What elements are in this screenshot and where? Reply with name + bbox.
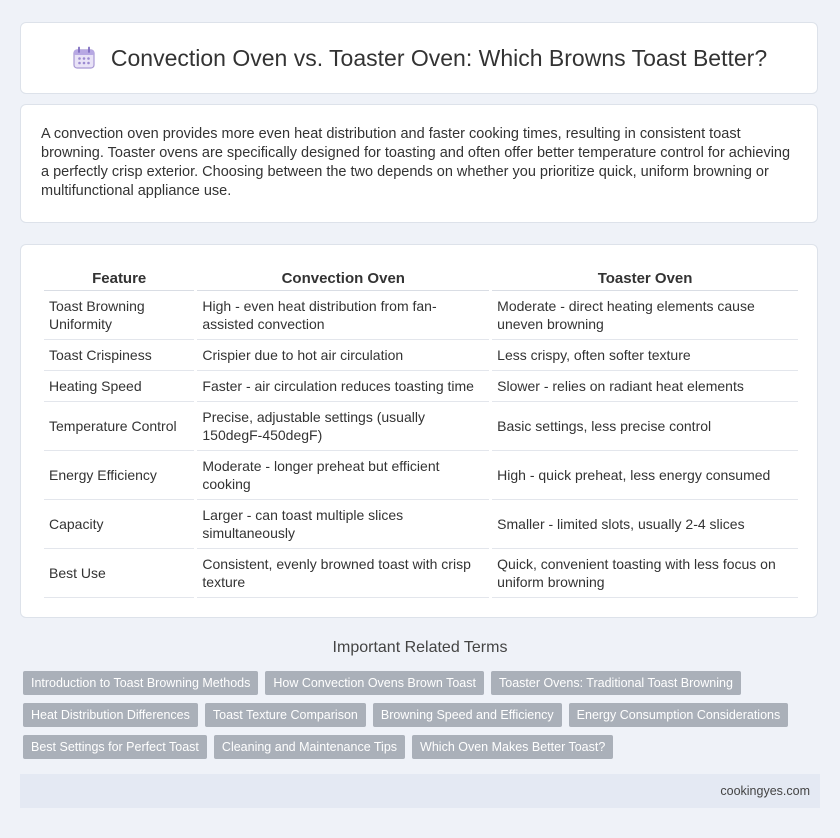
intro-paragraph: A convection oven provides more even heat distribution and faster cooking times, resulting in consistent toast browning. Toaster ovens are specifically designed for toasting and often offer better temperature control for achieving a perfectly crisp exterior. Choosing between the two depends on whether you prioritize quick, uniform browning or multifunctional appliance use. (41, 126, 791, 199)
footer-site-link[interactable]: cookingyes.com (720, 784, 810, 798)
tag-row (23, 735, 823, 759)
table-cell-convection: Faster - air circulation reduces toasting time (197, 371, 489, 402)
table-cell-toaster: Smaller - limited slots, usually 2-4 slices (492, 500, 798, 549)
calendar-icon (71, 45, 97, 71)
table-cell-feature: Best Use (44, 549, 194, 598)
table-row (44, 549, 798, 598)
column-header-toaster-oven: Toaster Oven (492, 265, 798, 291)
table-cell-toaster: Basic settings, less precise control (492, 402, 798, 451)
related-term-tag[interactable]: Heat Distribution Differences (23, 703, 198, 727)
related-term-tag[interactable]: Energy Consumption Considerations (569, 703, 789, 727)
related-term-tag[interactable]: Best Settings for Perfect Toast (23, 735, 207, 759)
intro-card (20, 104, 818, 223)
table-header-row (44, 265, 798, 291)
related-term-tag[interactable]: Which Oven Makes Better Toast? (412, 735, 613, 759)
comparison-table-card (20, 244, 818, 618)
table-cell-feature: Toast Browning Uniformity (44, 291, 194, 340)
related-term-tag[interactable]: How Convection Ovens Brown Toast (265, 671, 484, 695)
related-term-tag[interactable]: Cleaning and Maintenance Tips (214, 735, 405, 759)
table-cell-feature: Heating Speed (44, 371, 194, 402)
table-cell-toaster: Quick, convenient toasting with less focus on uniform browning (492, 549, 798, 598)
related-term-tag[interactable]: Toaster Ovens: Traditional Toast Browning (491, 671, 741, 695)
related-term-tag[interactable]: Introduction to Toast Browning Methods (23, 671, 258, 695)
table-cell-toaster: High - quick preheat, less energy consumed (492, 451, 798, 500)
table-cell-toaster: Slower - relies on radiant heat elements (492, 371, 798, 402)
comparison-table (41, 265, 801, 598)
table-cell-convection: Consistent, evenly browned toast with crisp texture (197, 549, 489, 598)
related-term-tag[interactable]: Toast Texture Comparison (205, 703, 366, 727)
table-cell-toaster: Less crispy, often softer texture (492, 340, 798, 371)
table-cell-convection: Precise, adjustable settings (usually 150degF-450degF) (197, 402, 489, 451)
column-header-feature: Feature (44, 265, 194, 291)
column-header-convection-oven: Convection Oven (197, 265, 489, 291)
footer (20, 774, 820, 808)
table-cell-toaster: Moderate - direct heating elements cause uneven browning (492, 291, 798, 340)
tag-row (23, 703, 823, 727)
table-cell-convection: Larger - can toast multiple slices simultaneously (197, 500, 489, 549)
table-row (44, 291, 798, 340)
table-row (44, 371, 798, 402)
table-cell-feature: Toast Crispiness (44, 340, 194, 371)
table-row (44, 500, 798, 549)
related-term-tag[interactable]: Browning Speed and Efficiency (373, 703, 562, 727)
table-row (44, 340, 798, 371)
table-cell-feature: Temperature Control (44, 402, 194, 451)
table-row (44, 402, 798, 451)
table-cell-convection: Moderate - longer preheat but efficient cooking (197, 451, 489, 500)
table-row (44, 451, 798, 500)
page-title: Convection Oven vs. Toaster Oven: Which Browns Toast Better? (110, 44, 768, 71)
table-cell-feature: Energy Efficiency (44, 451, 194, 500)
title-wrap (71, 45, 767, 72)
related-terms-heading: Important Related Terms (332, 639, 508, 656)
header-card (20, 22, 818, 94)
table-cell-feature: Capacity (44, 500, 194, 549)
related-terms-tags (23, 671, 823, 767)
table-cell-convection: High - even heat distribution from fan-assisted convection (197, 291, 489, 340)
table-cell-convection: Crispier due to hot air circulation (197, 340, 489, 371)
tag-row (23, 671, 823, 695)
